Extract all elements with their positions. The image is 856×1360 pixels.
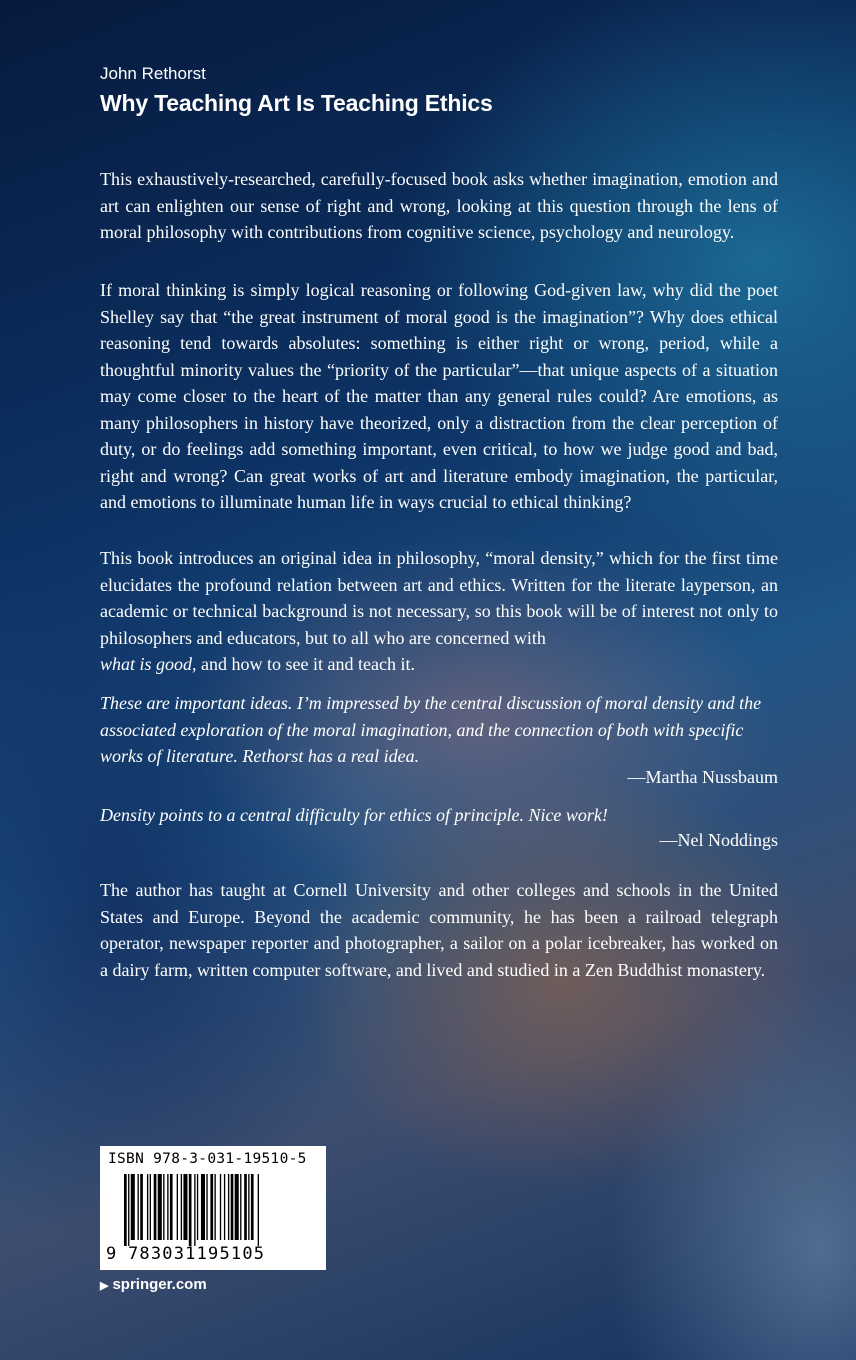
book-title: Why Teaching Art Is Teaching Ethics	[100, 90, 493, 116]
barcode-bar	[224, 1174, 225, 1240]
barcode-bar	[235, 1174, 239, 1240]
endorsement-attribution-1: —Martha Nussbaum	[627, 767, 778, 787]
barcode-bar	[131, 1174, 135, 1240]
barcode-bar	[128, 1174, 129, 1246]
barcode-bar	[244, 1174, 247, 1240]
barcode-bar	[147, 1174, 148, 1240]
barcode-bar	[138, 1174, 139, 1240]
barcode-bar	[189, 1174, 192, 1246]
barcode-bar	[154, 1174, 157, 1240]
endorsement-quote-2: Density points to a central difficulty for ethics of principle. Nice work!	[100, 805, 608, 825]
arrow-right-icon: ▶	[100, 1280, 109, 1292]
description-paragraph-2: If moral thinking is simply logical reasoning or following God-given law, why did the poet Shelley say that “the great instrument of moral good is the imagination”? Why does ethical reasoning tend towards absolutes: something is either right or wrong, period, while a thoughtful minority values the “priority of the particular”—that unique aspects of a situation may come closer to the heart of the matter than any general rules could? Are emotions, as many philosophers in history have theorized, only a distraction from the clear perception of duty, or do feelings add something important, even critical, to how we judge good and bad, right and wrong? Can great works of art and literature embody imagination, the particular, and emotions to illuminate human life in ways crucial to ethical thinking?	[100, 280, 778, 512]
barcode-bar	[240, 1174, 241, 1240]
barcode-bar	[197, 1174, 198, 1240]
isbn-barcode	[100, 1146, 326, 1270]
author-bio: The author has taught at Cornell University and other colleges and schools in the United States and Europe. Beyond the academic community, he has been a railroad telegraph operator, newspaper reporter and photographer, a sailor on a polar icebreaker, has worked on a dairy farm, written computer software, and lived and studied in a Zen Buddhist monastery.	[100, 880, 778, 980]
barcode-bar	[140, 1174, 143, 1240]
barcode-bar	[214, 1174, 215, 1240]
description-paragraph-3-end: and how to see it and teach it.	[196, 654, 415, 674]
endorsement-attribution-2: —Nel Noddings	[659, 830, 778, 850]
barcode-bar	[170, 1174, 173, 1240]
barcode-bars	[124, 1174, 304, 1246]
barcode-bar	[163, 1174, 164, 1240]
barcode-bar	[158, 1174, 162, 1240]
endorsement-quote-1: These are important ideas. I’m impressed by the central discussion of moral density and the associated exploration of the moral imagination, and the connection of both with specific works of literature. Rethorst has a real idea.	[100, 693, 762, 766]
barcode-bar	[181, 1174, 182, 1240]
barcode-bar	[206, 1174, 207, 1240]
emphasis-what-is-good: what is good,	[100, 654, 197, 674]
barcode-bar	[228, 1174, 229, 1240]
barcode-bar	[167, 1174, 168, 1240]
barcode-bar	[210, 1174, 213, 1240]
isbn-label: ISBN 978-3-031-19510-5	[108, 1151, 307, 1167]
barcode-bar	[124, 1174, 127, 1246]
barcode-bar	[177, 1174, 178, 1240]
barcode-bar	[231, 1174, 234, 1240]
barcode-bar	[150, 1174, 151, 1240]
description-paragraph-3	[100, 545, 778, 678]
barcode-bar	[248, 1174, 249, 1240]
description-paragraph-3-main: This book introduces an original idea in philosophy, “moral density,” which for the first time elucidates the profound relation between art and ethics. Written for the literate layperson, an academic or technical background is not necessary, so this book will be of interest not only to philosophers and educators, but to all who are concerned with	[100, 548, 778, 648]
barcode-digits: 783031195105	[128, 1244, 266, 1264]
barcode-bar	[251, 1174, 254, 1240]
author-name: John Rethorst	[100, 64, 206, 83]
barcode-bar	[258, 1174, 259, 1246]
description-paragraph-1: This exhaustively-researched, carefully-focused book asks whether imagination, emotion and art can enlighten our sense of right and wrong, looking at this question through the lens of moral philosophy with contributions from cognitive science, psychology and neurology.	[100, 169, 778, 242]
barcode-bar	[201, 1174, 205, 1240]
publisher-link[interactable]	[100, 1276, 207, 1293]
barcode-bar	[194, 1174, 195, 1246]
publisher-url: springer.com	[112, 1276, 207, 1293]
barcode-bar	[183, 1174, 187, 1240]
barcode-lead-digit: 9	[106, 1244, 117, 1264]
barcode-bar	[220, 1174, 221, 1240]
